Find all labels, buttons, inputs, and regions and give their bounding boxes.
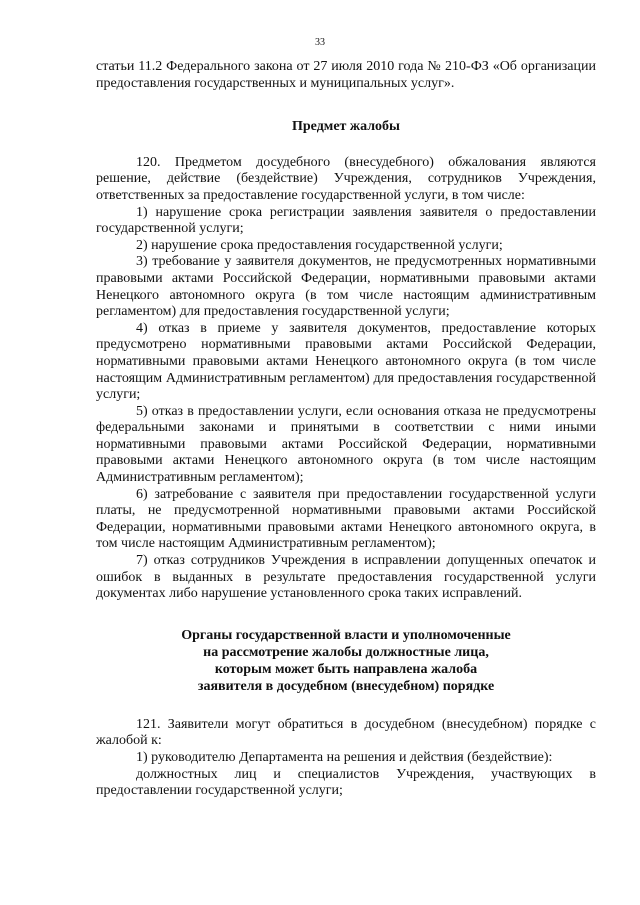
- list-item-6: 6) затребование с заявителя при предоставлении государственной услуги платы, не предусмотренной нормативными правовыми актами Российской Федерации, нормативными правовыми актами Ненецкого автономного округа, в том числе настоящим Административным регламентом);: [96, 486, 596, 552]
- list-item-4: 4) отказ в приеме у заявителя документов, предоставление которых предусмотрено нормативными правовыми актами Российской Федерации, нормативными правовыми актами Ненецкого автономного округа (в том числе настоящим Административным регламентом) для предоставления государственной услуги;: [96, 320, 596, 403]
- heading-line-2: на рассмотрение жалобы должностные лица,: [203, 644, 489, 660]
- paragraph-121: 121. Заявители могут обратиться в досудебном (внесудебном) порядке с жалобой к:: [96, 716, 596, 749]
- heading-line-4: заявителя в досудебном (внесудебном) порядке: [197, 678, 495, 694]
- list-item-121-1-cont: должностных лиц и специалистов Учреждения, участвующих в предоставлении государственной услуги;: [96, 766, 596, 799]
- list-item-121-1: 1) руководителю Департамента на решения и действия (бездействие):: [136, 750, 553, 765]
- document-body: [96, 59, 596, 800]
- page-number: 33: [315, 37, 325, 48]
- list-item-5: 5) отказ в предоставлении услуги, если основания отказа не предусмотрены федеральными законами и принятыми в соответствии с ними иными нормативными правовыми актами Российской Федерации, нормативными правовыми актами Ненецкого автономного округа (в том числе настоящим Административным регламентом);: [96, 403, 596, 486]
- list-item-7: 7) отказ сотрудников Учреждения в исправлении допущенных опечаток и ошибок в выданных в результате предоставления государственной услуги документах либо нарушение установленного срока таких исправлений.: [96, 553, 596, 602]
- intro-paragraph: статьи 11.2 Федерального закона от 27 июля 2010 года № 210-ФЗ «Об организации предоставления государственных и муниципальных услуг».: [96, 59, 596, 91]
- heading-line-1: Органы государственной власти и уполномоченные: [181, 627, 511, 643]
- paragraph-120: 120. Предметом досудебного (внесудебного) обжалования являются решение, действие (бездействие) Учреждения, сотрудников Учреждения, ответственных за предоставление государственной услуги, в том числе:: [96, 154, 596, 203]
- section-heading-authorities: [96, 627, 596, 695]
- section-heading-subject: Предмет жалобы: [292, 119, 400, 135]
- list-item-2: 2) нарушение срока предоставления государственной услуги;: [136, 237, 503, 253]
- list-item-3: 3) требование у заявителя документов, не предусмотренных нормативными правовыми актами Российской Федерации, нормативными правовыми актами Ненецкого автономного округа (в том числе настоящим административным регламентом) для предоставления государственной услуги;: [96, 254, 596, 320]
- list-item-1: 1) нарушение срока регистрации заявления заявителя о предоставлении государственной услуги;: [96, 204, 596, 237]
- heading-line-3: которым может быть направлена жалоба: [214, 661, 478, 677]
